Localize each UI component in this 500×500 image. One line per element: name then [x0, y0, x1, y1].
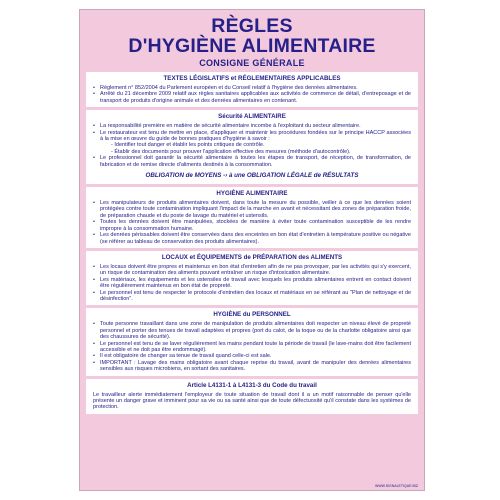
- bullet-list: [93, 264, 411, 302]
- list-item: • Le personnel est tenu de se laver régulièrement les mains pendant toute la période de travail (le lave-mains doit être facilement accessible et ne doit pas être endommagé).: [93, 341, 411, 354]
- section-heading: TEXTES LÉGISLATIFS et RÉGLEMENTAIRES APPLICABLES: [163, 75, 341, 82]
- bullet-list: [93, 200, 411, 245]
- list-item: • IMPORTANT : Lavage des mains obligatoire avant chaque reprise du travail, avant de manipuler des denrées alimentaires sensibles aux risques microbiens, en sortant des sanitaires.: [93, 360, 411, 373]
- footer-url: WWW.SIGNALETIQUE.BIZ: [375, 484, 418, 488]
- page-subtitle: CONSIGNE GÉNÉRALE: [199, 58, 305, 68]
- hygiene-rules-poster: [79, 9, 425, 491]
- list-item: • Les manipulateurs de produits alimentaires doivent, dans toute la mesure du possible, veiller à ce que les denrées soient protégées contre toute contamination impliquant l'impact de la marche en avant et nécessitant des zones de préparation froide, de préparation chaude et du poste de lavage du matériel et ustensils.: [93, 200, 411, 219]
- list-item: • Toutes les denrées doivent être manipulées, stockées de manière à éviter toute contamination susceptible de les rendre impropre à la consommation humaine.: [93, 219, 411, 232]
- section-personnel: [86, 308, 418, 375]
- list-item: • Il est obligatoire de changer sa tenue de travail quand celle-ci est sale.: [93, 353, 411, 359]
- section-locaux: [86, 251, 418, 305]
- list-item: • Règlement n° 852/2004 du Parlement européen et du Conseil relatif à l'hygiène des denrées alimentaires.: [93, 85, 411, 91]
- obligation-callout: OBLIGATION de MOYENS -› à une OBLIGATION LÉGALE de RÉSULTATS: [145, 172, 359, 180]
- bullet-list: [93, 85, 411, 104]
- bullet-list: [93, 155, 411, 168]
- section-securite: [86, 110, 418, 184]
- list-item: • Le restaurateur est tenu de mettre en place, d'appliquer et maintenir les procédures fondées sur le principe HACCP associées à la mise en œuvre du guide de bonnes pratiques d'hygiène à savoir :: [93, 130, 411, 143]
- page-title-line2: D'HYGIÈNE ALIMENTAIRE: [128, 35, 376, 57]
- list-item: • Arrêté du 21 décembre 2009 relatif aux règles sanitaires applicables aux activités de commerce de détail, d'entreposage et de transport de produits d'origine animale et des denrées alimentaires en contenant.: [93, 91, 411, 104]
- section-heading: LOCAUX et ÉQUIPEMENTS de PRÉPARATION des ALIMENTS: [161, 253, 343, 261]
- list-item: • Le personnel est tenu de respecter le protocole d'entretien des locaux et matériaux en se référant au "Plan de nettoyage et de désinfection".: [93, 290, 411, 303]
- section-heading: HYGIÈNE ALIMENTAIRE: [216, 190, 288, 198]
- list-item: • La responsabilité première en matière de sécurité alimentaire incombe à l'exploitant du secteur alimentaire.: [93, 123, 411, 129]
- section-hygiene: [86, 187, 418, 248]
- section-heading: Sécurité ALIMENTAIRE: [218, 113, 286, 121]
- section-article: [86, 379, 418, 414]
- list-item: • Les matériaux, les équipements et les ustensiles de travail avec lesquels les produits alimentaires entrent en contact doivent être régulièrement maintenus en bon état de propreté.: [93, 277, 411, 290]
- list-item: • Le professionnel doit garantir la sécurité alimentaire à toutes les étapes de transport, de réception, de transformation, de fabrication et de remise directe d'aliments destinés à la consommation.: [93, 155, 411, 168]
- sub-item: - Identifier tout danger et établir les points critiques de contrôle.: [111, 142, 265, 149]
- article-text: Le travailleur alerte immédiatement l'employeur de toute situation de travail dont il a un motif raisonnable de penser qu'elle présente un danger grave et imminent pour sa vie ou sa santé ainsi que de toute défectuosité qu'il constate dans les systèmes de protection.: [93, 391, 411, 411]
- sub-item: - Établir des documents pour prouver l'application effective des mesures (méthode d'autocontrôle).: [111, 148, 351, 155]
- bullet-list: [93, 123, 411, 142]
- list-item: • Les locaux doivent être propres et maintenus en bon état d'entretien afin de ne pas provoquer, par les activités qui s'y exercent, un risque de contamination des aliments pouvant entraîner un risque d'intoxication alimentaire.: [93, 264, 411, 277]
- section-heading: HYGIÈNE du PERSONNEL: [213, 311, 291, 319]
- bullet-list: [93, 321, 411, 372]
- section-heading: Article L4131-1 à L4131-3 du Code du travail: [187, 381, 317, 389]
- title-block: [85, 14, 419, 68]
- list-item: • Toute personne travaillant dans une zone de manipulation de produits alimentaires doit respecter un niveau élevé de propreté personnel et porter des tenues de travail adaptées et propres (port du calot, de la toque ou de la charlotte obligatoire ainsi que des chaussures de sécurité).: [93, 321, 411, 340]
- page-title-line1: RÈGLES: [211, 15, 293, 37]
- section-textes: [86, 72, 418, 107]
- list-item: • Les denrées périssables doivent être conservées dans des enceintes en bon état d'entretien à température positive ou négative (se référer au tableau de conservation des produits alimentaires).: [93, 232, 411, 245]
